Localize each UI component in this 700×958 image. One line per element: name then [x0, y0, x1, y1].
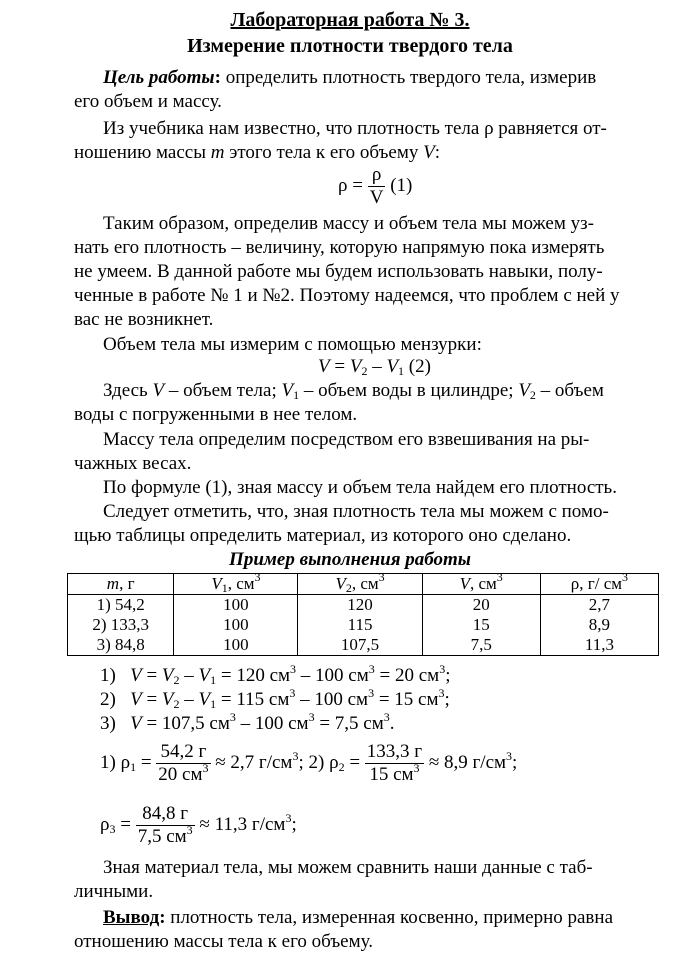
- goal-line-2: его объем и массу.: [74, 91, 222, 112]
- lab-subtitle: Измерение плотности твердого тела: [187, 35, 513, 57]
- table-cell: 15: [422, 615, 540, 635]
- table-row: [68, 615, 659, 635]
- density-fraction: $\frac{\rho}{V}$: [369, 164, 384, 209]
- conclusion-label: Вывод: [103, 907, 160, 928]
- density-2-fraction: $\frac{133,3 г}{15 см^3}$: [366, 741, 423, 786]
- goal-label: Цель работы: [103, 67, 215, 88]
- compare-line-1: Зная материал тела, мы можем сравнить наши данные с таб-: [103, 857, 593, 878]
- intro-line-1: Из учебника нам известно, что плотность тела ρ равняется от-: [103, 118, 607, 139]
- here-line-1: Здесь V – объем тела; $V_1$ – объем воды в цилиндре; $V_2$ – объем: [103, 380, 604, 402]
- mass-line-2: чажных весах.: [74, 453, 192, 474]
- conclusion-line-1: Вывод: плотность тела, измеренная косвенно, примерно равна: [103, 907, 613, 928]
- header-mass: m, г: [68, 574, 174, 595]
- table-header-row: [68, 574, 659, 595]
- here-line-2: воды с погруженными в нее телом.: [74, 404, 358, 425]
- table-row: [68, 635, 659, 656]
- table-cell: 2,7: [540, 595, 658, 616]
- para2-line-5: вас не возникнет.: [74, 309, 214, 330]
- density-line-3: $\rho_3$ = $\frac{84,8 г}{7,5 см^3}$ ≈ 11,3 $г/см^3$;: [100, 803, 297, 848]
- header-rho: ρ, г/ $см^3$: [540, 574, 658, 595]
- para2-line-2: нать его плотность – величину, которую напрямую пока измерять: [74, 237, 605, 258]
- example-title: Пример выполнения работы: [229, 549, 471, 570]
- table-cell: 2) 133,3: [68, 615, 174, 635]
- table-cell: 115: [298, 615, 422, 635]
- mass-line-1: Массу тела определим посредством его взвешивания на ры-: [103, 429, 590, 450]
- formula-text: По формуле (1), зная массу и объем тела найдем его плотность.: [103, 477, 617, 498]
- density-3-fraction: $\frac{84,8 г}{7,5 см^3}$: [137, 803, 193, 848]
- para2-line-3: не умеем. В данной работе мы будем использовать навыки, полу-: [74, 261, 603, 282]
- density-1-fraction: $\frac{54,2 г}{20 см^3}$: [158, 741, 209, 786]
- header-v2: $V_2$, $см^3$: [298, 574, 422, 595]
- table-cell: 11,3: [540, 635, 658, 656]
- calc-line-3: 3) V = 107,5 $см^3 - 100$ $см^3 = 7,5$ $см^3$.: [100, 710, 395, 734]
- table-cell: 20: [422, 595, 540, 616]
- volume-intro: Объем тела мы измерим с помощью мензурки:: [103, 334, 482, 355]
- table-cell: 7,5: [422, 635, 540, 656]
- table-cell: 3) 84,8: [68, 635, 174, 656]
- calc-line-2: 2) $V = V_2 - V_1 = 115$ $см^3 - 100$ $см^3 = 15$ $см^3$;: [100, 686, 450, 711]
- table-cell: 100: [174, 635, 298, 656]
- header-v1: $V_1$, $см^3$: [174, 574, 298, 595]
- para2-line-4: ченные в работе № 1 и №2. Поэтому надеемся, что проблем с ней у: [74, 285, 620, 306]
- table-cell: 8,9: [540, 615, 658, 635]
- density-line-1: 1) $\rho_1$ = $\frac{54,2 г}{20 см^3}$ ≈ 2,7 $г/см^3$; 2) $\rho_2$ = $\frac{133,3 г}{15 см^3}$ ≈ 8,9 $г/см^3$;: [100, 741, 518, 786]
- table-cell: 1) 54,2: [68, 595, 174, 616]
- formula-density: ρ = $\frac{\rho}{V}$ (1): [338, 164, 413, 209]
- compare-line-2: личными.: [74, 881, 154, 902]
- table-cell: 100: [174, 615, 298, 635]
- conclusion-line-2: отношению массы тела к его объему.: [74, 931, 373, 952]
- note-line-1: Следует отметить, что, зная плотность тела мы можем с помо-: [103, 501, 609, 522]
- header-v: V, $см^3$: [422, 574, 540, 595]
- table-cell: 107,5: [298, 635, 422, 656]
- lab-title: Лабораторная работа № 3.: [230, 9, 470, 31]
- note-line-2: щью таблицы определить материал, из которого оно сделано.: [74, 525, 572, 546]
- intro-line-2: ношению массы m этого тела к его объему V:: [74, 142, 440, 163]
- table-row: [68, 595, 659, 616]
- goal-line-1: Цель работы: определить плотность твердого тела, измерив: [103, 67, 597, 88]
- table-cell: 100: [174, 595, 298, 616]
- para2-line-1: Таким образом, определив массу и объем тела мы можем уз-: [103, 213, 594, 234]
- results-table: [67, 570, 659, 656]
- table-cell: 120: [298, 595, 422, 616]
- formula-volume: $V = V_2 - V_1$ (2): [318, 356, 431, 378]
- calc-line-1: 1) $V = V_2 - V_1 = 120$ $см^3 - 100$ $см^3 = 20$ $см^3$;: [100, 662, 451, 687]
